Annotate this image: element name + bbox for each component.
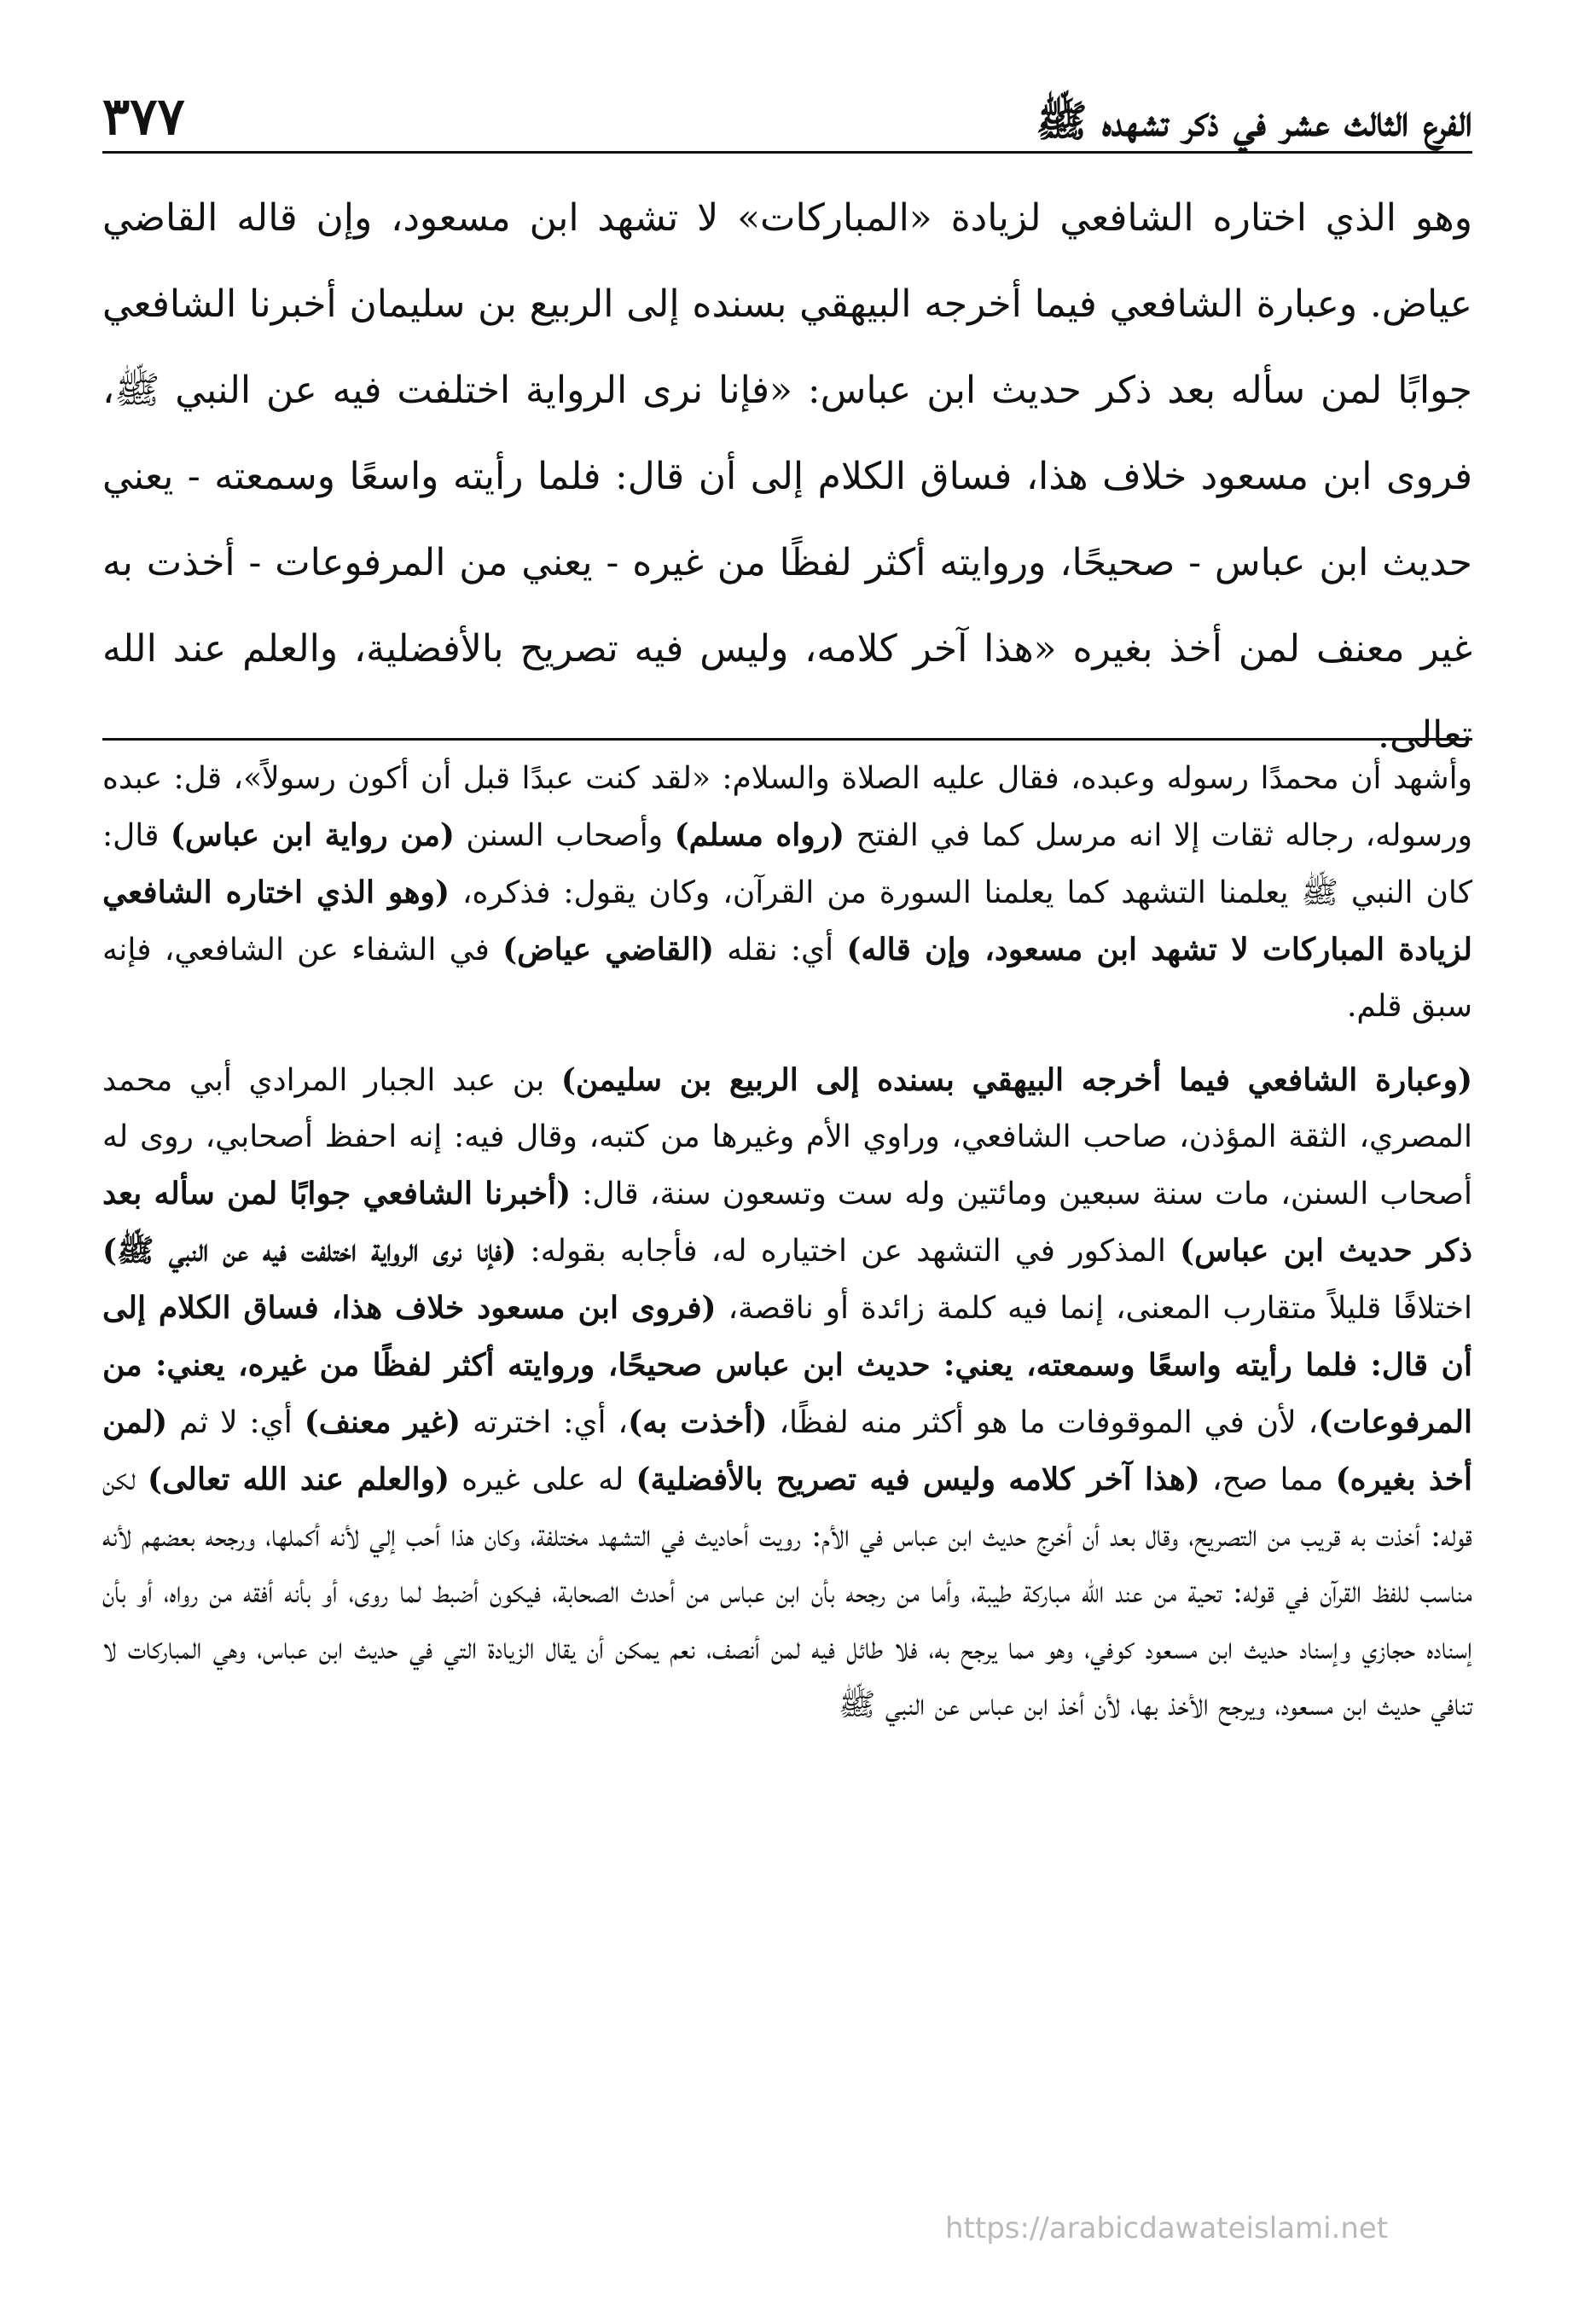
commentary-text: ، أي: اخترته (461, 1405, 629, 1440)
commentary-paragraph-2 (102, 1052, 1472, 1734)
quoted-matn-text: (والعلم عند الله تعالى) (147, 1461, 450, 1497)
commentary-text: وأصحاب السنن (454, 818, 675, 853)
commentary-text: بن عبد الجبار المرادي أبي محمد المصري، الثقة المؤذن، صاحب الشافعي، وراوي الأم وغيرها من كتبه، وقال فيه: إنه احفظ أصحابي، روى له أصحاب السنن، مات سنة سبعين ومائتين وله ست وتسعون سنة، قال: (102, 1063, 1472, 1211)
main-text (102, 175, 1472, 778)
page-number: ٣٧٧ (102, 87, 185, 147)
quoted-matn-text: (أخبرنا الشافعي جوابًا لمن سأله بعد ذكر حديث ابن عباس) (102, 1176, 1472, 1269)
commentary-text: أي: لا ثم (167, 1405, 305, 1440)
quoted-matn-text: (فإنا نرى الرواية اختلفت فيه عن النبي ﷺ) (102, 1233, 517, 1269)
commentary-text: وأشهد أن محمدًا رسوله وعبده، فقال عليه الصلاة والسلام: «لقد كنت عبدًا قبل أن أكون رسولاً»، قل: عبده ورسوله، رجاله ثقات إلا انه مرسل كما في الفتح (102, 761, 1472, 853)
commentary-text: ، لأن في الموقوفات ما هو أكثر منه لفظًا، (767, 1405, 1319, 1440)
quoted-matn-text: (هذا آخر كلامه وليس فيه تصريح بالأفضلية) (636, 1461, 1200, 1497)
commentary-text: مما صح، (1199, 1462, 1336, 1497)
quoted-matn-text: (لمن أخذ بغيره) (102, 1404, 1472, 1497)
chapter-title: الفرع الثالث عشر في ذكر تشهده ﷺ (1036, 96, 1472, 146)
commentary-text: في الشفاء عن الشافعي، فإنه سبق قلم. (102, 933, 1472, 1024)
commentary-text: المذكور في التشهد عن اختياره له، فأجابه بقوله: (516, 1234, 1181, 1269)
quoted-matn-text: (القاضي عياض) (502, 932, 714, 967)
quoted-matn-text: (وهو الذي اختاره الشافعي لزيادة المباركات لا تشهد ابن مسعود، وإن قاله) (102, 874, 1473, 967)
commentary-text: اختلافًا قليلاً متقارب المعنى، إنما فيه كلمة زائدة أو ناقصة، (716, 1291, 1472, 1326)
commentary (102, 751, 1472, 1734)
quoted-matn-text: (فروى ابن مسعود خلاف هذا، فساق الكلام إلى أن قال: فلما رأيته واسعًا وسمعته، يعني: حديث ابن عباس صحيحًا، وروايته أكثر لفظًا من غيره، يعني: من المرفوعات) (102, 1290, 1473, 1440)
commentary-text: له على غيره (450, 1462, 636, 1497)
commentary-text: لكن قوله: أخذت به قريب من التصريح، وقال بعد أن أخرج حديث ابن عباس في الأم: رويت أحاديث في التشهد مختلفة، وكان هذا أحب إلي لأنه أكملها، ورجحه بعضهم لأنه مناسب للفظ القرآن في قوله: تحية من عند الله مباركة طيبة، وأما من رجحه بأن ابن عباس من أحدث الصحابة، فيكون أضبط لما روى، أو بأنه أفقه من رواه، أو بأن إسناده حجازي وإسناد حديث ابن مسعود كوفي، وهو مما يرجح به، فلا طائل فيه لمن أنصف، نعم يمكن أن يقال الزيادة التي في حديث ابن عباس، وهي المباركات لا تنافي حديث ابن مسعود، ويرجح الأخذ بها، لأن أخذ ابن عباس عن النبي ﷺ (102, 1462, 1472, 1723)
quoted-matn-text: (غير معنف) (304, 1404, 461, 1440)
commentary-text: قال: كان النبي ﷺ يعلمنا التشهد كما يعلمنا السورة من القرآن، وكان يقول: فذكره، (102, 818, 1472, 910)
main-paragraph: وهو الذي اختاره الشافعي لزيادة «المباركات» لا تشهد ابن مسعود، وإن قاله القاضي عياض. وعبارة الشافعي فيما أخرجه البيهقي بسنده إلى الربيع بن سليمان أخبرنا الشافعي جوابًا لمن سأله بعد ذكر حديث ابن عباس: «فإنا نرى الرواية اختلفت فيه عن النبي ﷺ، فروى ابن مسعود خلاف هذا، فساق الكلام إلى أن قال: فلما رأيته واسعًا وسمعته - يعني حديث ابن عباس - صحيحًا، وروايته أكثر لفظًا من غيره - يعني من المرفوعات - أخذت به غير معنف لمن أخذ بغيره «هذا آخر كلامه، وليس فيه تصريح بالأفضلية، والعلم عند الله تعالى. (102, 196, 1473, 757)
watermark-url: https://arabicdawateislami.net (945, 2211, 1389, 2246)
quoted-matn-text: (رواه مسلم) (674, 817, 845, 853)
quoted-matn-text: (وعبارة الشافعي فيما أخرجه البيهقي بسنده إلى الربيع بن سليمن) (560, 1062, 1472, 1098)
page-header (102, 60, 1472, 154)
commentary-paragraph-1 (102, 751, 1472, 1035)
commentary-text: أي: نقله (713, 933, 847, 967)
quoted-matn-text: (أخذت به) (628, 1404, 768, 1440)
quoted-matn-text: (من رواية ابن عباس) (170, 817, 455, 853)
footnote-divider (102, 738, 1472, 741)
